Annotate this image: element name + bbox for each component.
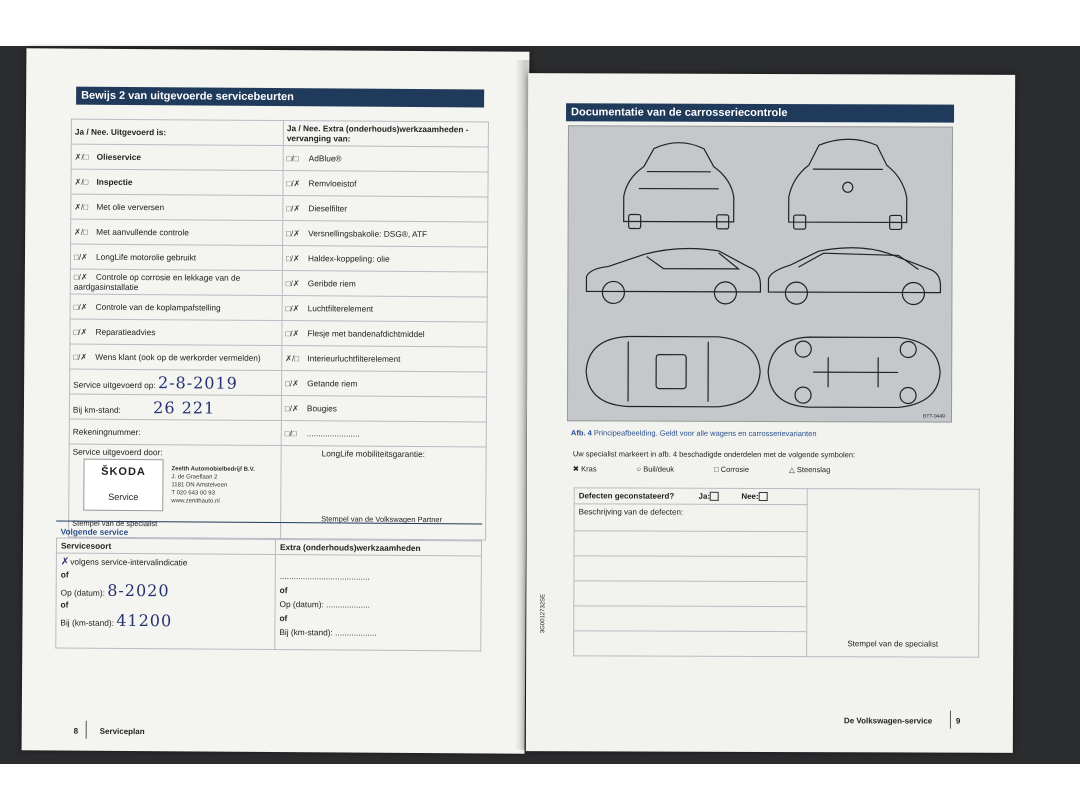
description-line[interactable] <box>574 631 807 657</box>
next-date-value: 8-2020 <box>107 580 170 601</box>
right-item-label: Interieurluchtfilterelement <box>307 353 401 364</box>
of-label: of <box>60 569 69 580</box>
left-item-label: Olieservice <box>96 151 142 163</box>
service-row <box>70 244 487 272</box>
left-item-label: Wens klant (ook op de werkorder vermelden) <box>95 351 261 363</box>
left-item-label: Met aanvullende controle <box>96 226 189 238</box>
left-page <box>22 48 530 753</box>
service-row <box>71 144 488 172</box>
service-row <box>70 269 487 297</box>
service-row <box>69 419 486 447</box>
right-check[interactable]: □/✗ <box>286 229 300 239</box>
caption-number: Afb. 4 <box>570 428 592 438</box>
right-page <box>526 73 1015 753</box>
col-right-header: Ja / Nee. Extra (onderhouds)werkzaamheden - vervanging van: <box>283 121 488 147</box>
service-date-value: 2-8-2019 <box>157 372 238 393</box>
service-row <box>69 394 486 422</box>
address-line: J. de Graeflaan 2 <box>171 474 218 481</box>
right-check[interactable]: □/✗ <box>285 329 300 339</box>
left-page-number: 8 <box>73 726 79 736</box>
right-page-number: 9 <box>955 716 961 726</box>
right-footer-title: De Volkswagen-service <box>843 716 933 726</box>
symbol-legend <box>573 464 973 474</box>
stamp-vw-label: Stempel van de Volkswagen Partner <box>321 514 443 525</box>
address-line: 1181 DN Amstelveen <box>171 482 228 489</box>
left-check[interactable]: ✗/□ <box>74 177 89 187</box>
right-item-label: Remvloeistof <box>308 178 357 189</box>
right-item-label: Versnellingsbakolie: DSG®, ATF <box>308 228 428 240</box>
left-item-label: LongLife motorolie gebruikt <box>95 251 197 263</box>
service-row <box>70 294 487 322</box>
left-item-label: Met olie verversen <box>96 201 165 213</box>
service-row <box>70 369 487 397</box>
service-date-label: Service uitgevoerd op: <box>73 379 156 390</box>
of-label-2: of <box>60 599 69 610</box>
service-row <box>70 319 487 347</box>
left-check[interactable]: ✗/□ <box>74 227 88 237</box>
km-value: 26 221 <box>153 397 216 418</box>
left-item-label: Reparatieadvies <box>95 326 156 338</box>
right-check[interactable]: □/✗ <box>285 304 300 314</box>
next-km-label: Bij (km-stand): <box>60 617 114 628</box>
right-check[interactable]: □/✗ <box>286 179 301 189</box>
performed-by-label: Service uitgevoerd door: <box>72 446 163 458</box>
service-row <box>70 344 487 372</box>
service-row <box>71 194 488 222</box>
symbol-item: △ Steenslag <box>789 465 831 475</box>
right-check[interactable]: □/✗ <box>286 204 301 214</box>
left-page-header: Bewijs 2 van uitgevoerde servicebeurten <box>76 87 484 108</box>
instruction-text: Uw specialist markeert in afb. 4 beschadigde onderdelen met de volgende symbolen: <box>572 449 856 460</box>
next-col1: Servicesoort <box>56 538 275 555</box>
right-check[interactable]: ✗/□ <box>285 354 300 364</box>
description-line[interactable] <box>574 531 807 557</box>
next-service-table: Volgende service Servicesoort Extra (onderhouds)werkzaamheden ✗volgens service-intervalindicatie of Op (datum): 8-2020 of Bij (km-stand): 41200 ....................................... of Op (datum): ................... of Bij (km-stand): .................. <box>55 525 482 651</box>
description-line[interactable] <box>574 606 807 632</box>
dealer-address <box>171 465 255 506</box>
left-item-label: Inspectie <box>96 176 133 187</box>
right-item-label: Geribde riem <box>307 278 356 289</box>
side-code: 3G0012732SE <box>540 593 547 634</box>
km-label: Bij km-stand: <box>72 404 121 415</box>
of-label-3: of <box>279 585 288 596</box>
car-diagram <box>567 125 953 422</box>
symbol-item: ✖ Kras <box>572 464 597 474</box>
left-check[interactable]: □/✗ <box>73 272 88 282</box>
left-check[interactable]: ✗/□ <box>74 152 89 162</box>
specialist-stamp-area <box>807 489 980 658</box>
description-line[interactable] <box>574 556 807 582</box>
left-footer-title: Serviceplan <box>99 726 145 737</box>
col-left-header: Ja / Nee. Uitgevoerd is: <box>71 119 283 145</box>
right-page-header: Documentatie van de carrosseriecontrole <box>566 103 954 122</box>
address-line: Zeelth Automobielbedrijf B.V. <box>171 466 255 473</box>
next-km-value: 41200 <box>116 610 173 631</box>
right-check[interactable]: □/□ <box>286 154 299 164</box>
right-check[interactable]: □/□ <box>284 429 297 439</box>
next-dots: ....................................... <box>279 571 370 582</box>
right-item-label: AdBlue® <box>308 153 342 164</box>
left-item-label: Controle op corrosie en lekkage van de aardgasinstallatie <box>73 271 241 293</box>
right-check[interactable]: □/✗ <box>285 379 299 389</box>
defects-table <box>573 487 980 658</box>
right-check[interactable]: □/✗ <box>285 279 300 289</box>
right-item-label: Dieselfilter <box>308 203 348 214</box>
address-line: T 020 643 00 93 <box>171 490 215 497</box>
right-check[interactable]: □/✗ <box>285 254 300 264</box>
symbol-item: □ Corrosie <box>714 464 750 474</box>
invoice-label: Rekeningnummer: <box>72 426 141 438</box>
symbol-item: ○ Buil/deuk <box>636 464 675 474</box>
dealer-stamp <box>83 459 163 512</box>
left-check[interactable]: □/✗ <box>73 352 88 362</box>
right-item-label: Haldex-koppeling: olie <box>307 253 390 264</box>
defects-label: Defecten geconstateerd? <box>578 491 675 501</box>
right-item-label: Getande riem <box>307 378 358 389</box>
left-check[interactable]: □/✗ <box>73 252 88 262</box>
description-label: Beschrijving van de defecten: <box>574 504 807 532</box>
service-row <box>71 219 488 247</box>
of-label-4: of <box>279 613 288 624</box>
left-check[interactable]: □/✗ <box>73 327 88 337</box>
car-outlines-image <box>568 126 952 421</box>
right-stamp-label: Stempel van de specialist <box>847 639 939 649</box>
skoda-logo: ŠKODA <box>101 465 146 479</box>
next-col2: Extra (onderhouds)werkzaamheden <box>275 540 481 556</box>
no-checkbox[interactable] <box>759 492 768 501</box>
address-line: www.zenithauto.nl <box>171 498 220 505</box>
longlife-label: LongLife mobiliteitsgarantie: <box>321 448 425 460</box>
left-item-label: Controle van de koplampafstelling <box>95 301 221 313</box>
description-line[interactable] <box>574 581 807 607</box>
next-date-label: Op (datum): <box>60 587 105 598</box>
next-right-km: Bij (km-stand): .................. <box>279 627 377 638</box>
yes-checkbox[interactable] <box>710 492 719 501</box>
figure-caption: Principeafbeelding. Geldt voor alle wagens en carrosserievarianten <box>593 428 817 439</box>
right-item-label: ....................... <box>306 428 360 439</box>
next-service-title: Volgende service <box>60 526 129 537</box>
no-label: Nee: <box>741 491 759 501</box>
right-item-label: Flesje met bandenafdichtmiddel <box>307 328 425 340</box>
service-row <box>71 169 488 197</box>
next-right-date: Op (datum): ................... <box>279 599 370 610</box>
left-check[interactable]: □/✗ <box>73 302 88 312</box>
interval-label: volgens service-intervalindicatie <box>70 556 188 568</box>
right-item-label: Luchtfilterelement <box>307 303 374 314</box>
right-item-label: Bougies <box>306 403 337 414</box>
stamp-service-text: Service <box>108 491 139 503</box>
right-check[interactable]: □/✗ <box>284 404 299 414</box>
left-check[interactable]: ✗/□ <box>74 202 89 212</box>
figure-code: BTT-0449 <box>922 413 945 420</box>
yes-label: Ja: <box>698 491 711 501</box>
stamp-specialist-label: Stempel van de specialist <box>72 518 158 529</box>
